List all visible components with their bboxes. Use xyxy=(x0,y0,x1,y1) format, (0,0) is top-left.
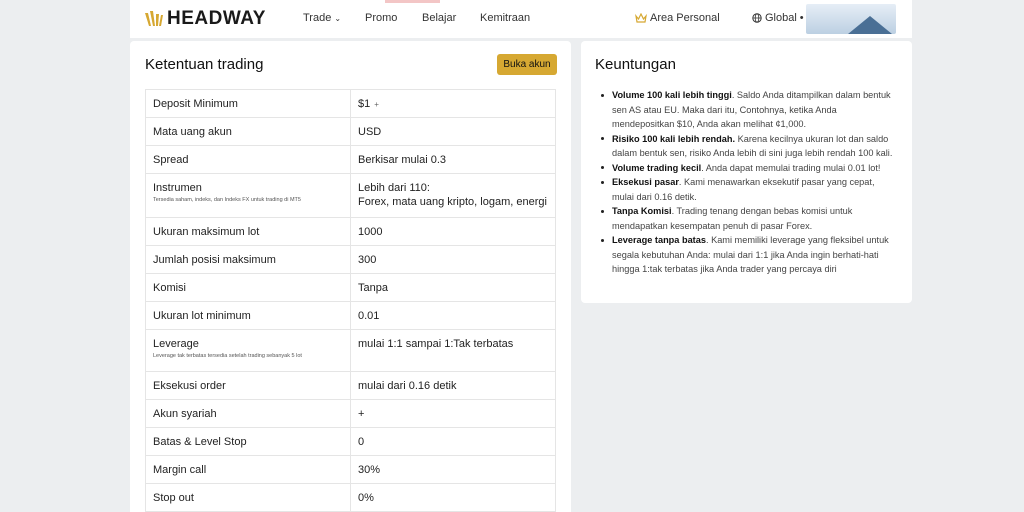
row-value-cell xyxy=(351,174,556,218)
row-label-cell xyxy=(146,146,351,174)
chevron-down-icon: ⌄ xyxy=(334,13,342,23)
open-account-button[interactable]: Buka akun xyxy=(497,54,557,75)
nav-trade-label: Trade xyxy=(303,12,332,24)
benefit-item xyxy=(599,233,899,277)
top-accent-bar xyxy=(385,0,440,3)
nav-promo-label: Promo xyxy=(365,12,398,24)
row-label-cell xyxy=(146,118,351,146)
row-value-extra: + xyxy=(374,99,379,109)
table-row xyxy=(146,90,556,118)
trading-terms-card xyxy=(130,41,571,512)
table-row xyxy=(146,302,556,330)
row-value-cell xyxy=(351,218,556,246)
region-label: Global xyxy=(765,12,797,24)
row-label: Ukuran lot minimum xyxy=(153,309,251,322)
row-value-cell xyxy=(351,246,556,274)
benefit-item xyxy=(599,132,899,161)
row-label-cell xyxy=(146,174,351,218)
benefit-item xyxy=(599,88,899,132)
row-label-cell xyxy=(146,372,351,400)
table-row xyxy=(146,330,556,372)
benefit-item xyxy=(599,175,899,204)
row-label-cell xyxy=(146,484,351,512)
row-value-cell xyxy=(351,428,556,456)
row-label-cell xyxy=(146,428,351,456)
logo-text: HEADWAY xyxy=(167,8,266,29)
table-row xyxy=(146,174,556,218)
mountain-image xyxy=(848,16,892,34)
benefit-title: Eksekusi pasar xyxy=(612,177,679,187)
globe-icon xyxy=(752,13,762,23)
table-row xyxy=(146,146,556,174)
row-label-cell xyxy=(146,456,351,484)
row-label-cell xyxy=(146,400,351,428)
row-value: 1000 xyxy=(358,225,383,238)
row-value: USD xyxy=(358,125,382,138)
benefit-item xyxy=(599,204,899,233)
row-label-cell xyxy=(146,302,351,330)
area-personal-label: Area Personal xyxy=(650,12,720,24)
row-label: Ukuran maksimum lot xyxy=(153,225,260,238)
nav-kemitraan[interactable] xyxy=(480,12,530,24)
table-row xyxy=(146,118,556,146)
row-label-cell xyxy=(146,218,351,246)
row-value-cell xyxy=(351,146,556,174)
row-label: Batas & Level Stop xyxy=(153,435,247,448)
table-row xyxy=(146,428,556,456)
benefit-title: Tanpa Komisi xyxy=(612,206,672,216)
row-value-extra: Forex, mata uang kripto, logam, energi xyxy=(358,196,547,208)
site-header xyxy=(130,0,912,38)
crown-icon xyxy=(635,13,647,23)
row-value: 30% xyxy=(358,463,381,476)
header-banner-image xyxy=(806,4,896,34)
row-value: mulai 1:1 sampai 1:Tak terbatas xyxy=(358,338,514,350)
row-value-cell xyxy=(351,484,556,512)
row-label: Stop out xyxy=(153,491,194,504)
benefit-title: Volume trading kecil xyxy=(612,162,702,173)
nav-promo[interactable] xyxy=(365,12,397,24)
benefit-text: Karena kecilnya ukuran lot dan saldo dalam bentuk sen, risiko Anda lebih di sini juga lebih rendah 100 kali. xyxy=(612,133,893,158)
row-label-cell xyxy=(146,246,351,274)
area-personal-link[interactable] xyxy=(635,12,720,24)
row-value: mulai dari 0.16 detik xyxy=(358,379,457,392)
row-value: 0 xyxy=(358,435,365,448)
nav-trade[interactable] xyxy=(303,12,341,24)
row-sublabel: Tersedia saham, indeks, dan Indeks FX untuk trading di MT5 xyxy=(153,197,301,203)
table-row xyxy=(146,484,556,512)
benefits-list xyxy=(599,88,899,277)
table-row xyxy=(146,274,556,302)
logo[interactable] xyxy=(144,8,266,30)
nav-belajar[interactable] xyxy=(422,12,456,24)
row-label: Margin call xyxy=(153,463,207,476)
row-label: Eksekusi order xyxy=(153,379,226,392)
row-value-cell xyxy=(351,274,556,302)
nav-belajar-label: Belajar xyxy=(422,12,457,24)
row-label-cell xyxy=(146,330,351,372)
benefit-item xyxy=(599,161,899,176)
row-label: Mata uang akun xyxy=(153,125,232,138)
row-label: Instrumen xyxy=(153,182,202,194)
trading-terms-table xyxy=(145,89,556,512)
row-label: Leverage xyxy=(153,338,199,350)
row-value-cell xyxy=(351,118,556,146)
row-value-cell xyxy=(351,330,556,372)
row-value: 0% xyxy=(358,491,374,504)
row-label-cell xyxy=(146,274,351,302)
headway-logo-icon xyxy=(144,9,164,29)
benefit-text: . Anda dapat memulai trading mulai 0.01 lot! xyxy=(701,162,881,173)
row-value-cell xyxy=(351,302,556,330)
row-label: Spread xyxy=(153,153,189,166)
row-value: 0.01 xyxy=(358,309,380,322)
benefit-title: Leverage tanpa batas xyxy=(612,235,706,245)
row-value-cell xyxy=(351,400,556,428)
row-value-cell xyxy=(351,90,556,118)
row-value: + xyxy=(358,407,365,420)
row-value: Tanpa xyxy=(358,281,388,294)
nav-kemitraan-label: Kemitraan xyxy=(480,12,531,24)
row-label: Komisi xyxy=(153,281,187,294)
benefit-text: . Saldo Anda ditampilkan dalam bentuk sen AS atau EU. Maka dari itu, Contohnya, ketika Anda mendepositkan $10, Anda akan melihat ¢1,000. xyxy=(612,90,891,129)
benefits-card xyxy=(581,41,912,303)
trading-terms-title: Ketentuan trading xyxy=(145,56,264,73)
row-sublabel: Leverage tak terbatas tersedia setelah trading sebanyak 5 lot xyxy=(153,353,302,359)
benefit-text: . Trading tenang dengan bebas komisi untuk mendapatkan kesempatan penuh di pasar Forex. xyxy=(612,206,853,231)
benefit-title: Volume 100 kali lebih tinggi xyxy=(612,90,732,100)
table-row xyxy=(146,218,556,246)
table-row xyxy=(146,246,556,274)
row-value-cell xyxy=(351,372,556,400)
benefit-text: . Kami menawarkan eksekutif pasar yang cepat, mulai dari 0.16 detik. xyxy=(612,177,875,202)
row-value: $1 xyxy=(358,97,371,110)
row-label: Jumlah posisi maksimum xyxy=(153,253,276,266)
benefit-title: Risiko 100 kali lebih rendah. xyxy=(612,133,736,144)
table-row xyxy=(146,456,556,484)
benefit-text: . Kami memiliki leverage yang fleksibel untuk segala kebutuhan Anda: mulai dari 1:1 jika Anda ingin berhati-hati hingga 1:tak terbatas jika Anda trader yang percaya diri xyxy=(612,235,889,274)
row-label: Akun syariah xyxy=(153,407,217,420)
row-label-cell xyxy=(146,90,351,118)
row-label: Deposit Minimum xyxy=(153,97,238,110)
separator-dot: • xyxy=(799,12,804,24)
table-row xyxy=(146,372,556,400)
row-value: Berkisar mulai 0.3 xyxy=(358,153,447,166)
benefits-title: Keuntungan xyxy=(595,56,676,73)
row-value-cell xyxy=(351,456,556,484)
row-value: 300 xyxy=(358,253,377,266)
table-row xyxy=(146,400,556,428)
row-value: Lebih dari 110: xyxy=(358,182,430,194)
